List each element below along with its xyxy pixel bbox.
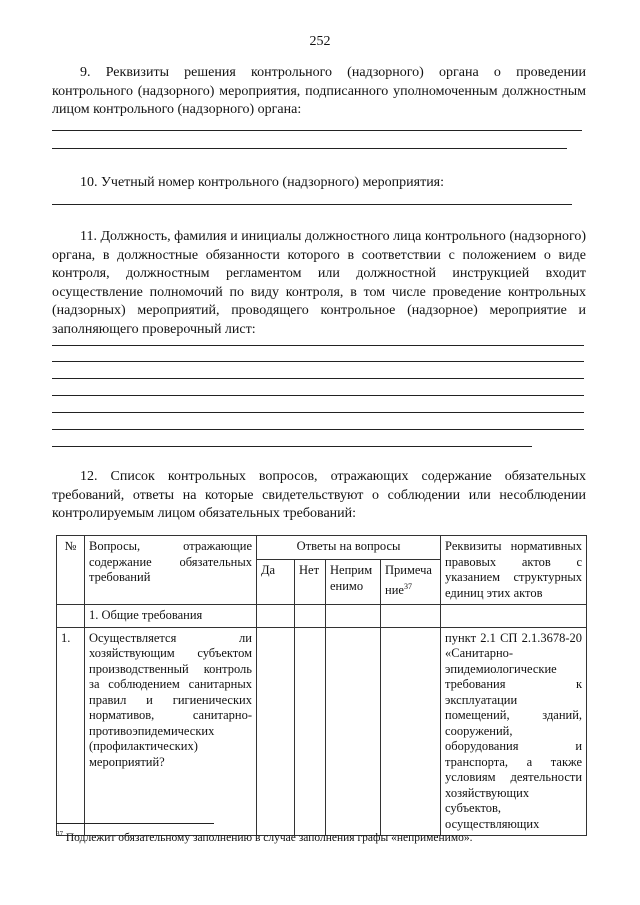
section-11-fill-line-1[interactable]	[52, 345, 584, 346]
col-not-applicable-header: Неприменимо	[326, 560, 381, 605]
section-12-text: 12. Список контрольных вопросов, отражающих содержание обязательных требований, ответы на которые свидетельствуют о соблюдении или несоблюдении контролируемым лицом обязательных требований:	[52, 469, 586, 521]
row-note-cell[interactable]	[381, 627, 441, 836]
section-10-fill-line[interactable]	[52, 204, 572, 205]
row-not-applicable-cell[interactable]	[326, 627, 381, 836]
group-number-cell	[57, 605, 85, 628]
group-no-cell	[295, 605, 326, 628]
row-number-cell: 1.	[57, 627, 85, 836]
col-number-header: №	[57, 536, 85, 605]
col-requisites-header: Реквизиты нормативных правовых актов с указанием структурных единиц этих актов	[441, 536, 587, 605]
row-yes-cell[interactable]	[257, 627, 295, 836]
col-no-header: Нет	[295, 560, 326, 605]
group-yes-cell	[257, 605, 295, 628]
page-number: 252	[309, 34, 331, 49]
section-11-fill-line-7[interactable]	[52, 446, 532, 447]
col-yes-header: Да	[257, 560, 295, 605]
group-note-cell	[381, 605, 441, 628]
section-11-fill-line-5[interactable]	[52, 412, 584, 413]
col-note-header	[381, 560, 441, 605]
section-11-text: 11. Должность, фамилия и инициалы должностного лица контрольного (надзорного) органа, в должностные обязанности которого в соответствии с положением о виде контроля, должностным регламентом или должностной инструкцией входит осуществление полномочий по виду контроля, в том числе проведение контрольных (надзорных) мероприятий, проводящего контрольное (надзорное) мероприятие и заполняющего проверочный лист:	[52, 229, 586, 337]
group-requisites-cell	[441, 605, 587, 628]
table-group-row	[57, 605, 587, 628]
section-11-fill-line-4[interactable]	[52, 395, 584, 396]
section-9-fill-line-2[interactable]	[52, 148, 567, 149]
col-questions-header: Вопросы, отражающие содержание обязательных требований	[85, 536, 257, 605]
checklist-table	[56, 535, 587, 836]
row-no-cell[interactable]	[295, 627, 326, 836]
footnote-ref-37[interactable]: 37	[403, 581, 412, 591]
footnote	[56, 830, 596, 844]
row-question-cell: Осуществляется ли хозяйствующим субъектом производственный контроль за соблюдением санитарных правил и гигиенических нормативов, санитарно-противоэпидемических (профилактических) мероприятий?	[85, 627, 257, 836]
table-row	[57, 627, 587, 836]
section-9-text: 9. Реквизиты решения контрольного (надзорного) органа о проведении контрольного (надзорного) мероприятия, подписанного уполномоченным должностным лицом контрольного (надзорного) органа:	[52, 65, 586, 117]
section-11-fill-line-3[interactable]	[52, 378, 584, 379]
row-requisites-cell: пункт 2.1 СП 2.1.3678-20 «Санитарно-эпидемиологические требования к эксплуатации помещений, зданий, сооружений, оборудования и транспорта, а также условиям деятельности хозяйствующих субъектов, осуществляющих	[441, 627, 587, 836]
footnote-divider	[56, 823, 214, 824]
group-na-cell	[326, 605, 381, 628]
table-header-row	[57, 536, 587, 560]
section-11-fill-line-6[interactable]	[52, 429, 584, 430]
col-answers-header: Ответы на вопросы	[257, 536, 441, 560]
section-10-text: 10. Учетный номер контрольного (надзорного) мероприятия:	[80, 175, 445, 190]
section-11-fill-line-2[interactable]	[52, 361, 584, 362]
section-9-fill-line-1[interactable]	[52, 130, 582, 131]
group-title-cell: 1. Общие требования	[85, 605, 257, 628]
footnote-text: Подлежит обязательному заполнению в случае заполнения графы «неприменимо».	[65, 831, 473, 844]
col-note-label: Примечание	[385, 563, 432, 597]
footnote-number: 37	[56, 830, 63, 838]
